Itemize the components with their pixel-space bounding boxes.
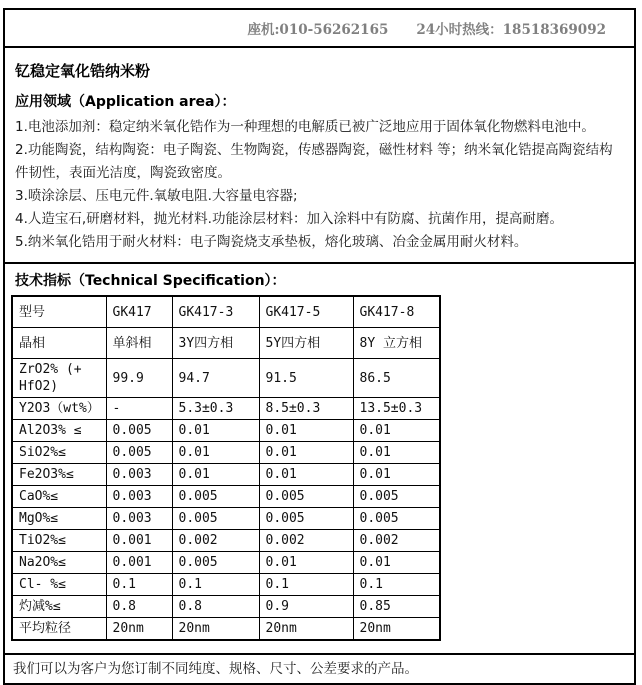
spec-cell: 0.01	[259, 464, 353, 486]
spec-cell: 0.01	[353, 442, 440, 464]
spec-row	[12, 328, 440, 359]
spec-cell: 0.9	[259, 596, 353, 618]
spec-header-row	[12, 296, 440, 328]
spec-cell: 86.5	[353, 359, 440, 398]
document-page	[3, 8, 636, 685]
spec-cell: 0.005	[259, 508, 353, 530]
spec-row	[12, 398, 440, 420]
spec-row-label: Cl- %≤	[12, 574, 106, 596]
spec-cell: 0.01	[353, 420, 440, 442]
spec-cell: 0.8	[172, 596, 259, 618]
application-area-heading: 应用领域（Application area）：	[15, 94, 236, 110]
spec-row-label: SiO2%≤	[12, 442, 106, 464]
spec-cell: 0.1	[259, 574, 353, 596]
spec-cell: 3Y四方相	[172, 328, 259, 359]
spec-row-label: 灼减%≤	[12, 596, 106, 618]
spec-cell: 0.003	[106, 508, 172, 530]
spec-row-label: 平均粒径	[12, 618, 106, 641]
application-item-3: 3.喷涂涂层、压电元件.氧敏电阻.大容量电容器;	[15, 188, 298, 204]
spec-cell: -	[106, 398, 172, 420]
spec-cell: 0.1	[106, 574, 172, 596]
spec-row	[12, 574, 440, 596]
spec-cell: GK417-8	[353, 296, 440, 328]
spec-cell: 91.5	[259, 359, 353, 398]
custom-order-note-text: 我们可以为客户为您订制不同纯度、规格、尺寸、公差要求的产品。	[13, 661, 418, 677]
spec-cell: 5Y四方相	[259, 328, 353, 359]
spec-row	[12, 464, 440, 486]
spec-cell: 0.01	[259, 552, 353, 574]
spec-row-label: Al2O3% ≤	[12, 420, 106, 442]
spec-cell: 0.01	[259, 420, 353, 442]
spec-row	[12, 552, 440, 574]
spec-row	[12, 508, 440, 530]
spec-row	[12, 359, 440, 398]
spec-cell: 0.005	[106, 442, 172, 464]
spec-row-label: 型号	[12, 296, 106, 328]
spec-row-label: ZrO2% (+ HfO2)	[12, 359, 106, 398]
spec-cell: 13.5±0.3	[353, 398, 440, 420]
spec-cell: 0.01	[353, 552, 440, 574]
spec-row-label: Na2O%≤	[12, 552, 106, 574]
custom-order-note	[3, 653, 636, 685]
spec-row-label: MgO%≤	[12, 508, 106, 530]
spec-row	[12, 596, 440, 618]
spec-cell: 20nm	[259, 618, 353, 641]
spec-cell: 0.01	[259, 442, 353, 464]
spec-cell: 0.01	[172, 442, 259, 464]
spec-cell: 0.1	[353, 574, 440, 596]
application-item-4: 4.人造宝石,研磨材料，抛光材料.功能涂层材料：加入涂料中有防腐、抗菌作用，提高耐磨。	[15, 211, 563, 227]
spec-cell: 0.01	[172, 420, 259, 442]
spec-cell: 0.005	[172, 486, 259, 508]
spec-cell: 8Y 立方相	[353, 328, 440, 359]
application-item-1: 1.电池添加剂：稳定纳米氧化锆作为一种理想的电解质已被广泛地应用于固体氧化物燃料电池中。	[15, 119, 595, 135]
landline-number: 座机:010-56262165	[247, 22, 389, 38]
spec-row-label: Fe2O3%≤	[12, 464, 106, 486]
spec-cell: 8.5±0.3	[259, 398, 353, 420]
spec-cell: 0.005	[353, 486, 440, 508]
spec-cell: 99.9	[106, 359, 172, 398]
spec-cell: 0.002	[172, 530, 259, 552]
spec-cell: GK417-5	[259, 296, 353, 328]
spec-cell: 0.001	[106, 530, 172, 552]
application-item-5: 5.纳米氧化锆用于耐火材料：电子陶瓷烧支承垫板，熔化玻璃、冶金金属用耐火材料。	[15, 234, 528, 250]
spec-row-label: TiO2%≤	[12, 530, 106, 552]
spec-cell: 单斜相	[106, 328, 172, 359]
spec-cell: 20nm	[172, 618, 259, 641]
spec-cell: 0.005	[259, 486, 353, 508]
spec-cell: 0.005	[106, 420, 172, 442]
spec-row	[12, 618, 440, 641]
spec-cell: 0.002	[353, 530, 440, 552]
contact-header	[3, 8, 636, 48]
spec-cell: 0.85	[353, 596, 440, 618]
spec-row-label: 晶相	[12, 328, 106, 359]
spec-cell: 0.003	[106, 464, 172, 486]
page-title: 钇稳定氧化锆纳米粉	[15, 62, 151, 80]
spec-cell: 0.005	[353, 508, 440, 530]
spec-table-body	[12, 296, 440, 640]
product-overview-section	[3, 46, 636, 264]
spec-cell: 0.005	[172, 552, 259, 574]
technical-specification-heading: 技术指标（Technical Specification）：	[15, 273, 286, 289]
spec-cell: 0.001	[106, 552, 172, 574]
spec-cell: 0.8	[106, 596, 172, 618]
spec-row	[12, 530, 440, 552]
spec-cell: GK417	[106, 296, 172, 328]
application-item-2: 2.功能陶瓷，结构陶瓷：电子陶瓷、生物陶瓷，传感器陶瓷，磁性材料 等；纳米氧化锆提高陶瓷结构件韧性，表面光洁度，陶瓷致密度。	[15, 142, 613, 181]
spec-cell: 0.003	[106, 486, 172, 508]
spec-table	[11, 295, 441, 641]
spec-cell: 0.002	[259, 530, 353, 552]
spec-cell: 5.3±0.3	[172, 398, 259, 420]
spec-cell: 94.7	[172, 359, 259, 398]
spec-cell: 0.005	[172, 508, 259, 530]
spec-row-label: CaO%≤	[12, 486, 106, 508]
spec-cell: 20nm	[106, 618, 172, 641]
spec-cell: GK417-3	[172, 296, 259, 328]
spec-cell: 20nm	[353, 618, 440, 641]
spec-row	[12, 486, 440, 508]
hotline-number: 24小时热线：18518369092	[416, 22, 606, 38]
spec-row	[12, 442, 440, 464]
spec-cell: 0.1	[172, 574, 259, 596]
spec-row	[12, 420, 440, 442]
spec-cell: 0.01	[172, 464, 259, 486]
technical-specification-section	[3, 262, 636, 655]
spec-cell: 0.01	[353, 464, 440, 486]
spec-row-label: Y2O3（wt%）	[12, 398, 106, 420]
